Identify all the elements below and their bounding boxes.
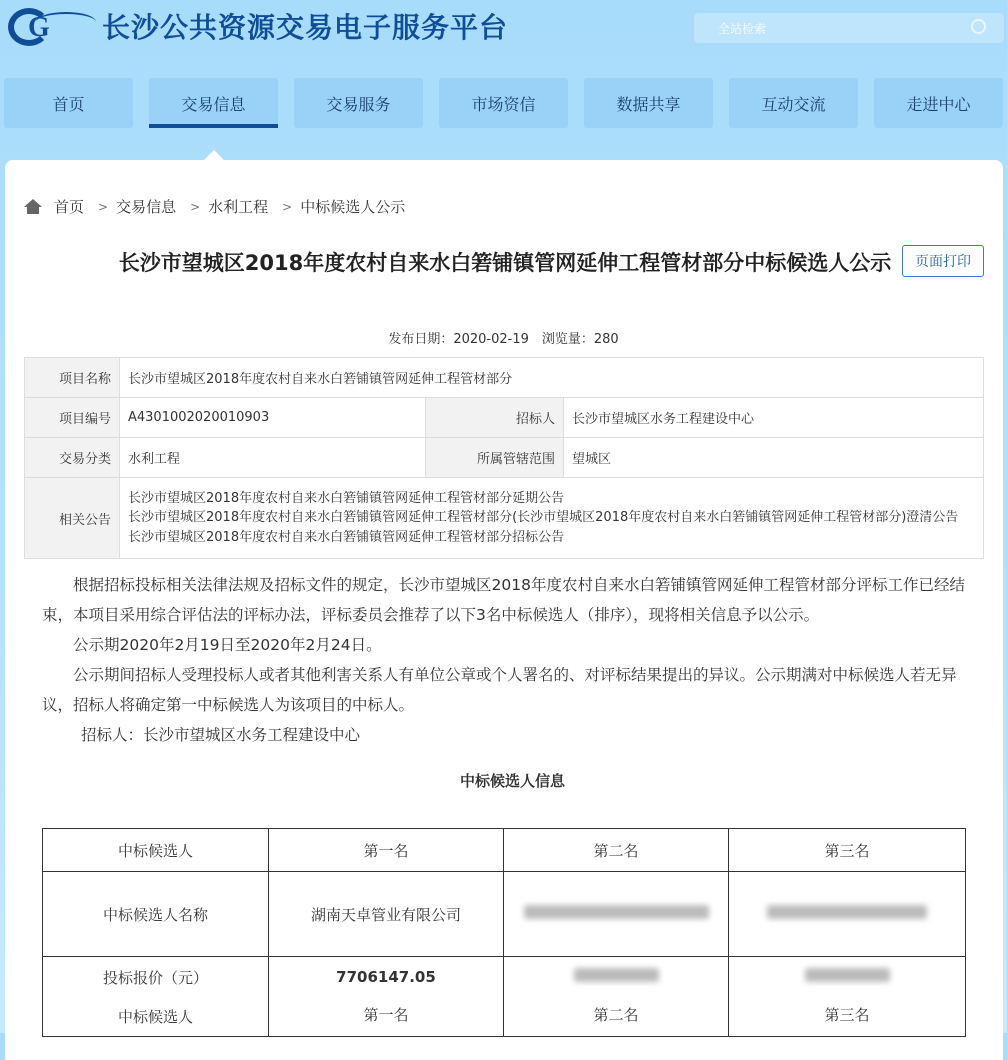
chevron-right-icon: > <box>190 199 201 214</box>
related-link[interactable]: 长沙市望城区2018年度农村自来水白箬铺镇管网延伸工程管材部分延期公告 <box>128 490 565 506</box>
header-cell: 中标候选人 <box>43 829 269 872</box>
rank: 第一名 <box>363 1006 409 1024</box>
header-cell: 第二名 <box>504 829 729 872</box>
first-price-cell <box>269 957 504 1037</box>
candidates-heading: 中标候选人信息 <box>459 772 565 790</box>
main-nav <box>4 78 1003 128</box>
rank: 第二名 <box>593 1006 639 1024</box>
breadcrumb-water[interactable]: 水利工程 <box>208 198 269 216</box>
second-price-cell <box>504 957 729 1037</box>
paragraph: 根据招标投标相关法律法规及招标文件的规定，长沙市望城区2018年度农村自来水白箬铺镇管网延伸工程管材部分评标工作已经结束，本项目采用综合评估法的评标办法，评标委员会推荐了以下3名中标候选人（排序），现将相关信息予以公示。 <box>42 576 965 624</box>
site-title: 长沙公共资源交易电子服务平台 <box>102 13 509 44</box>
breadcrumb-home[interactable]: 首页 <box>54 198 85 216</box>
nav-trade-info[interactable]: 交易信息 <box>149 78 278 128</box>
paragraph: 公示期2020年2月19日至2020年2月24日。 <box>73 636 382 654</box>
breadcrumb-trade-info[interactable]: 交易信息 <box>116 198 177 216</box>
row-label <box>43 957 269 1037</box>
region: 望城区 <box>564 438 984 478</box>
label: 项目编号 <box>25 398 120 438</box>
nav-data-share[interactable]: 数据共享 <box>584 78 713 128</box>
nav-interaction[interactable]: 互动交流 <box>729 78 858 128</box>
home-icon <box>24 199 42 215</box>
price-label: 投标报价（元） <box>102 968 208 987</box>
page-title: 长沙市望城区2018年度农村自来水白箬铺镇管网延伸工程管材部分中标候选人公示 <box>118 251 892 275</box>
nav-home[interactable]: 首页 <box>4 78 133 128</box>
label: 交易分类 <box>25 438 120 478</box>
chevron-right-icon: > <box>98 199 109 214</box>
publish-meta: 发布日期：2020-02-19 浏览量：280 <box>388 332 619 347</box>
breadcrumb-current: 中标候选人公示 <box>300 198 406 216</box>
announcement-body <box>42 570 968 750</box>
first-candidate-name: 湖南天卓管业有限公司 <box>269 872 504 957</box>
label: 项目名称 <box>25 358 120 398</box>
third-price-cell <box>729 957 966 1037</box>
row-label: 中标候选人名称 <box>43 872 269 957</box>
site-logo[interactable] <box>6 6 508 46</box>
search-input[interactable] <box>694 13 1004 43</box>
redacted-cell <box>729 872 966 957</box>
repeat-label: 中标候选人 <box>117 1007 193 1026</box>
project-info-table <box>24 357 984 559</box>
header-cell: 第一名 <box>269 829 504 872</box>
redacted-cell <box>504 872 729 957</box>
label: 所属管辖范围 <box>426 438 564 478</box>
print-button[interactable]: 页面打印 <box>902 245 984 277</box>
paragraph: 招标人：长沙市望城区水务工程建设中心 <box>81 726 361 744</box>
search-placeholder: 全站检索 <box>718 21 767 36</box>
paragraph: 公示期间招标人受理投标人或者其他利害关系人有单位公章或个人署名的、对评标结果提出的异议。公示期满对中标候选人若无异议，招标人将确定第一中标候选人为该项目的中标人。 <box>42 666 957 714</box>
nav-about[interactable]: 走进中心 <box>874 78 1003 128</box>
candidates-table <box>42 828 966 1037</box>
tenderer: 长沙市望城区水务工程建设中心 <box>564 398 984 438</box>
project-no: A4301002020010903 <box>120 398 426 438</box>
logo-icon: G <box>6 6 96 46</box>
rank: 第三名 <box>824 1006 870 1024</box>
chevron-right-icon: > <box>282 199 293 214</box>
header-cell: 第三名 <box>729 829 966 872</box>
label: 招标人 <box>426 398 564 438</box>
project-name: 长沙市望城区2018年度农村自来水白箬铺镇管网延伸工程管材部分 <box>120 358 984 398</box>
label: 相关公告 <box>25 478 120 559</box>
first-price: 7706147.05 <box>336 968 436 986</box>
nav-market-credit[interactable]: 市场资信 <box>439 78 568 128</box>
nav-trade-service[interactable]: 交易服务 <box>294 78 423 128</box>
related-link[interactable]: 长沙市望城区2018年度农村自来水白箬铺镇管网延伸工程管材部分招标公告 <box>128 529 565 545</box>
search-icon[interactable] <box>971 19 986 34</box>
related-link[interactable]: 长沙市望城区2018年度农村自来水白箬铺镇管网延伸工程管材部分(长沙市望城区2018年度农村自来水白箬铺镇管网延伸工程管材部分)澄清公告 <box>128 510 959 526</box>
breadcrumb <box>24 196 405 217</box>
category: 水利工程 <box>120 438 426 478</box>
